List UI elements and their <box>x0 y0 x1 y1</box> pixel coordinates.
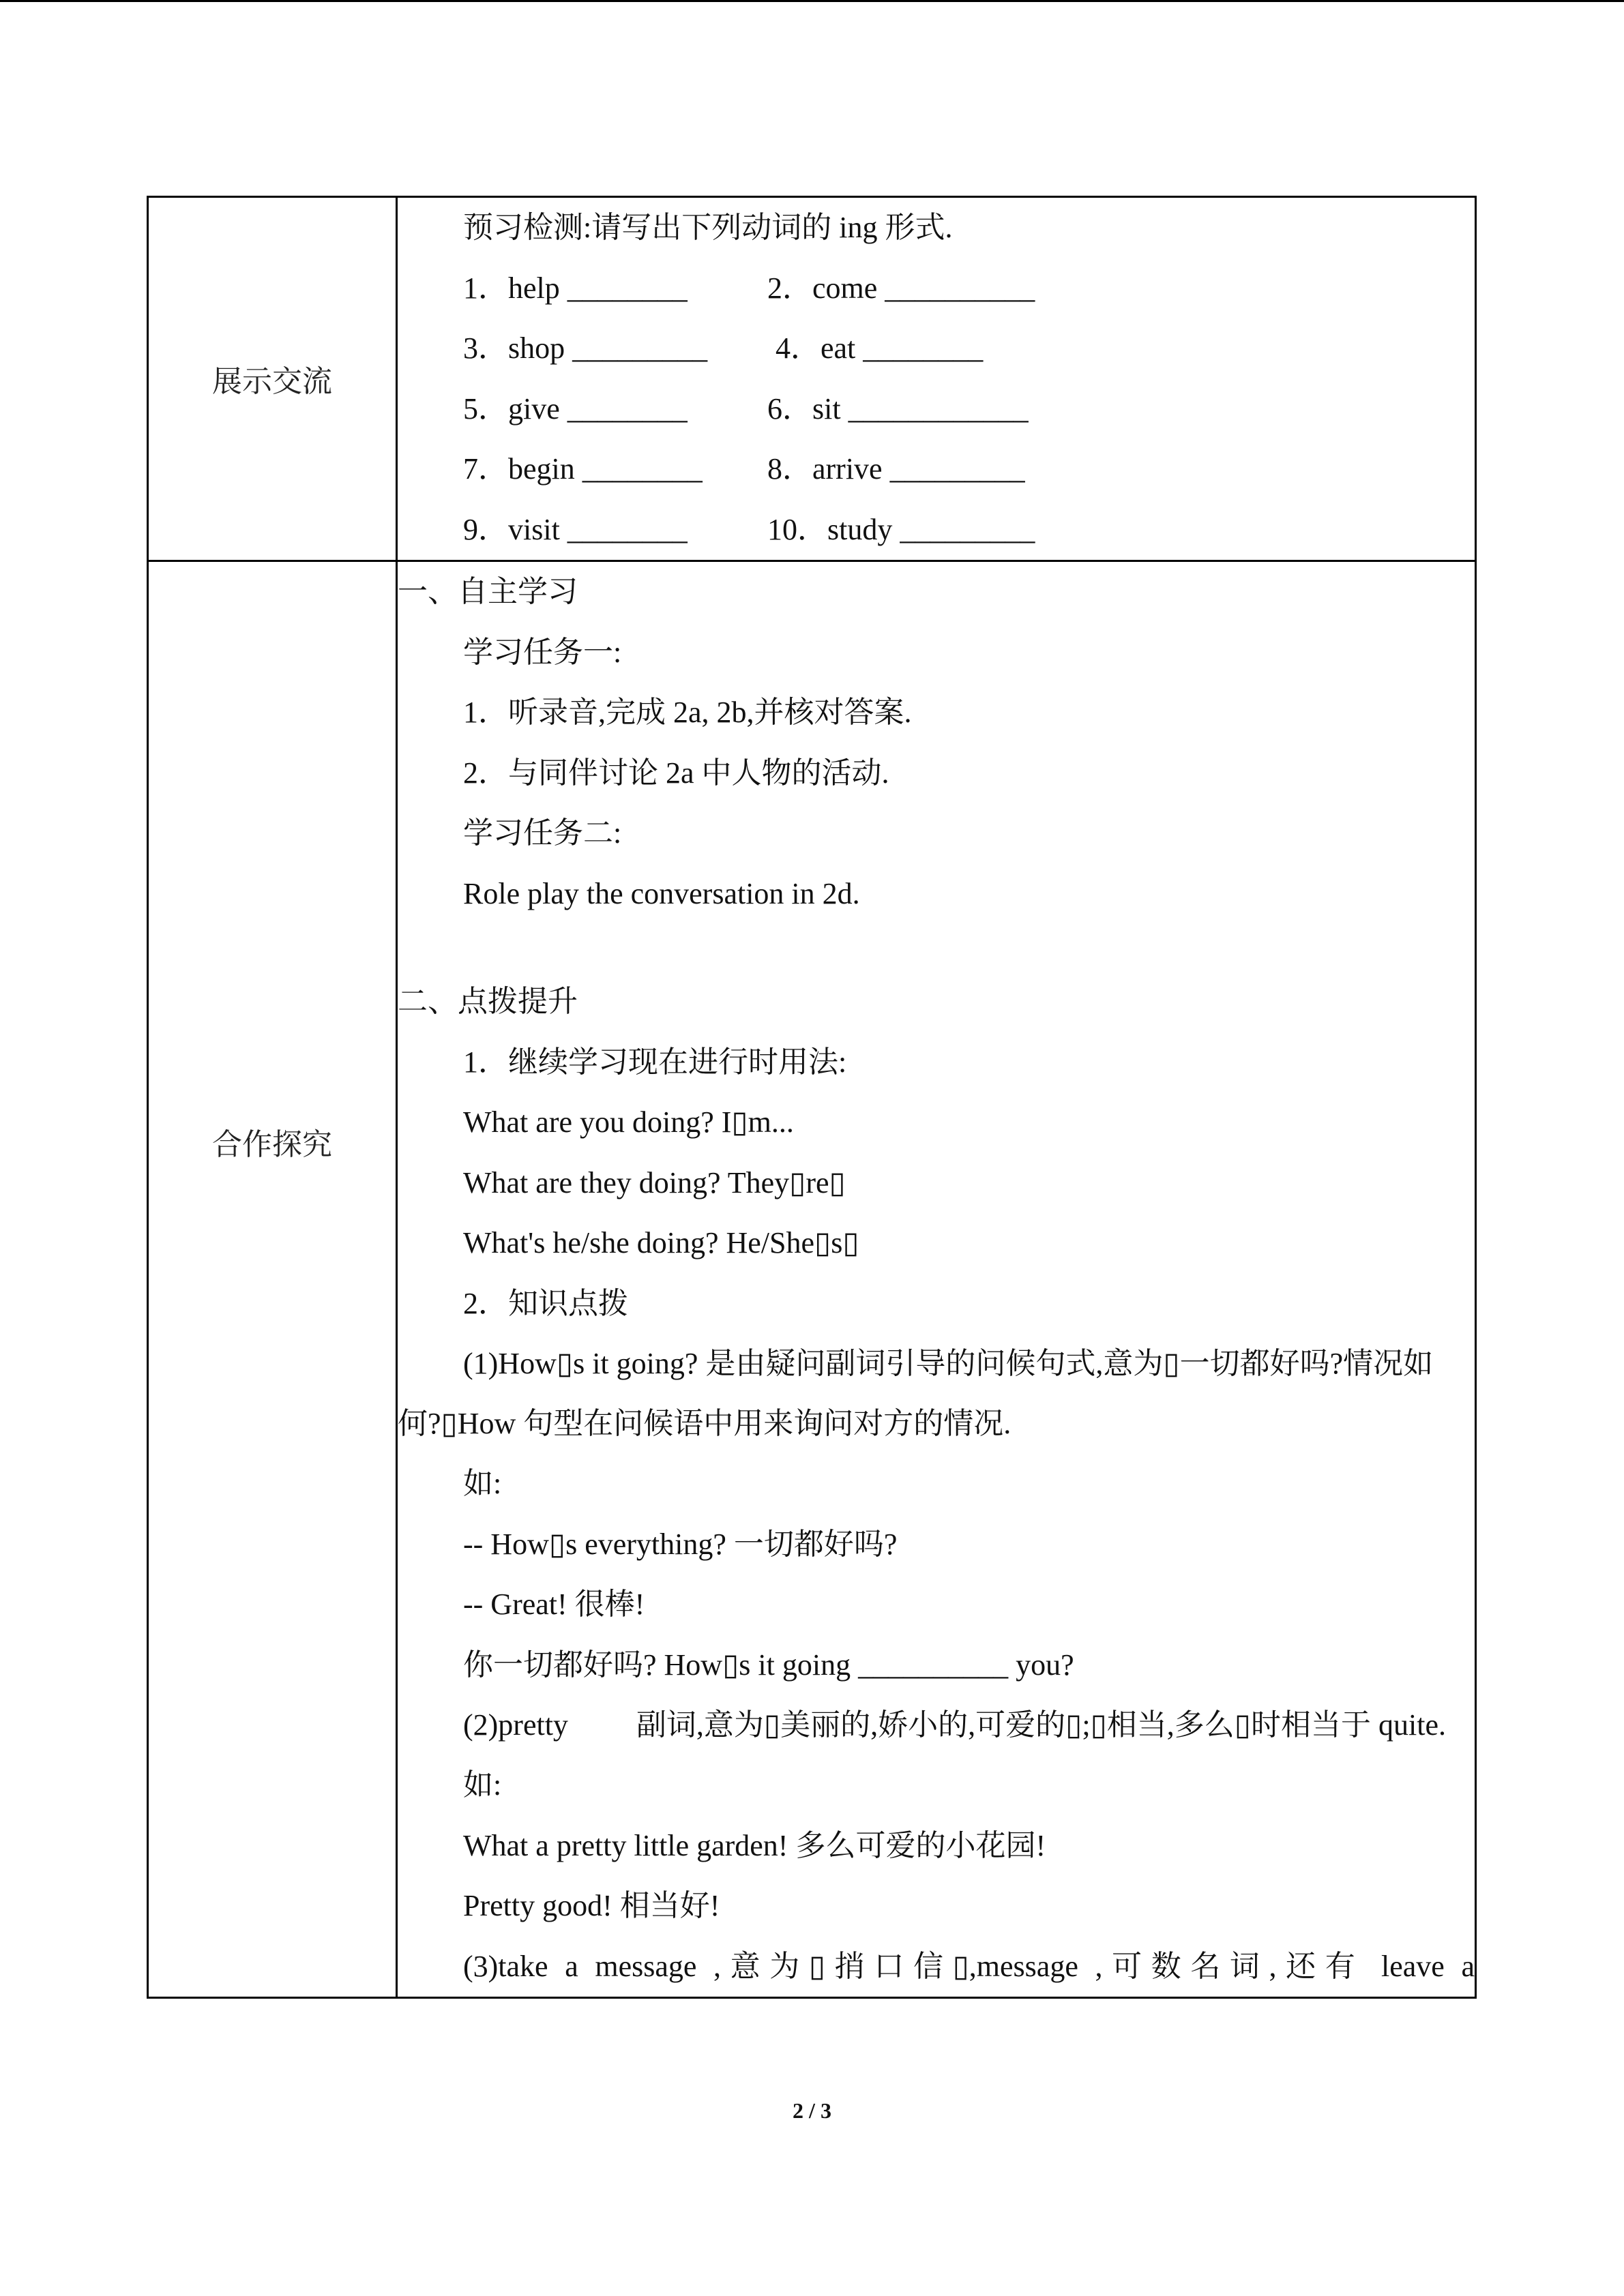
section-content-preview <box>397 197 1476 561</box>
example-label: 如: <box>463 1768 502 1802</box>
verb-item: 8．arrive _________ <box>767 452 1025 486</box>
example-line: What a pretty little garden! 多么可爱的小花园! <box>463 1828 1046 1862</box>
task-two-title: 学习任务二: <box>463 816 622 850</box>
verb-row-1 <box>398 258 1475 319</box>
example-line: What are they doing? They▯re▯ <box>463 1165 846 1199</box>
verb-item: 9．visit ________ <box>463 512 688 546</box>
fill-blank-line: 你一切都好吗? How▯s it going __________ you? <box>463 1648 1074 1682</box>
section-label: 展示交流 <box>212 364 332 399</box>
verb-row-2 <box>398 318 1475 379</box>
verb-item: 6．sit ____________ <box>767 391 1029 426</box>
knowledge-point: (3)take a message ,意为▯捎口信▯,message ,可数名词,还有 leave a <box>463 1949 1475 1983</box>
section-content-cooperation <box>397 561 1476 1998</box>
heading-guidance: 二、点拨提升 <box>398 985 578 1018</box>
spacer <box>398 924 1475 972</box>
section-label-cell <box>148 561 397 1998</box>
verb-row-5 <box>398 500 1475 561</box>
task-one-item: 2．与同伴讨论 2a 中人物的活动. <box>463 756 889 790</box>
dialogue-line: -- How▯s everything? 一切都好吗? <box>463 1527 898 1561</box>
term: (2)pretty <box>463 1708 568 1742</box>
example-line: What are you doing? I▯m... <box>463 1105 794 1139</box>
verb-item: 1．help ________ <box>463 271 688 305</box>
point-title: 2．知识点拨 <box>463 1286 628 1320</box>
heading-self-study: 一、自主学习 <box>398 575 578 608</box>
task-one-item: 1．听录音,完成 2a, 2b,并核对答案. <box>463 696 912 729</box>
example-label: 如: <box>463 1467 502 1500</box>
verb-item: 10．study _________ <box>767 512 1035 546</box>
verb-item: 7．begin ________ <box>463 452 703 486</box>
worksheet-table <box>147 196 1477 1999</box>
task-two-item: Role play the conversation in 2d. <box>463 876 860 910</box>
page-number: 2 / 3 <box>793 2098 831 2123</box>
top-border <box>0 0 1624 2</box>
verb-item: 5．give ________ <box>463 391 688 426</box>
preview-intro: 预习检测:请写出下列动词的 ing 形式. <box>463 211 953 244</box>
verb-item: 4．eat ________ <box>776 331 984 365</box>
section-row-preview <box>148 197 1476 561</box>
section-label: 合作探究 <box>212 1127 332 1162</box>
knowledge-point <box>398 1695 1475 1755</box>
verb-item: 2．come __________ <box>767 271 1035 305</box>
task-one-title: 学习任务一: <box>463 635 622 669</box>
verb-row-4 <box>398 439 1475 500</box>
section-label-cell <box>148 197 397 561</box>
verb-row-3 <box>398 379 1475 440</box>
point-title: 1．继续学习现在进行时用法: <box>463 1045 847 1079</box>
verb-item: 3．shop _________ <box>463 331 708 365</box>
term-explanation: 副词,意为▯美丽的,娇小的,可爱的▯;▯相当,多么▯时相当于 quite. <box>636 1708 1446 1742</box>
dialogue-line: -- Great! 很棒! <box>463 1587 645 1621</box>
section-row-cooperation <box>148 561 1476 1998</box>
example-line: Pretty good! 相当好! <box>463 1889 720 1922</box>
knowledge-point: (1)How▯s it going? 是由疑问副词引导的问候句式,意为▯一切都好吗?情况如何?▯How 句型在问候语中用来询问对方的情况. <box>398 1347 1434 1440</box>
example-line: What's he/she doing? He/She▯s▯ <box>463 1226 859 1259</box>
